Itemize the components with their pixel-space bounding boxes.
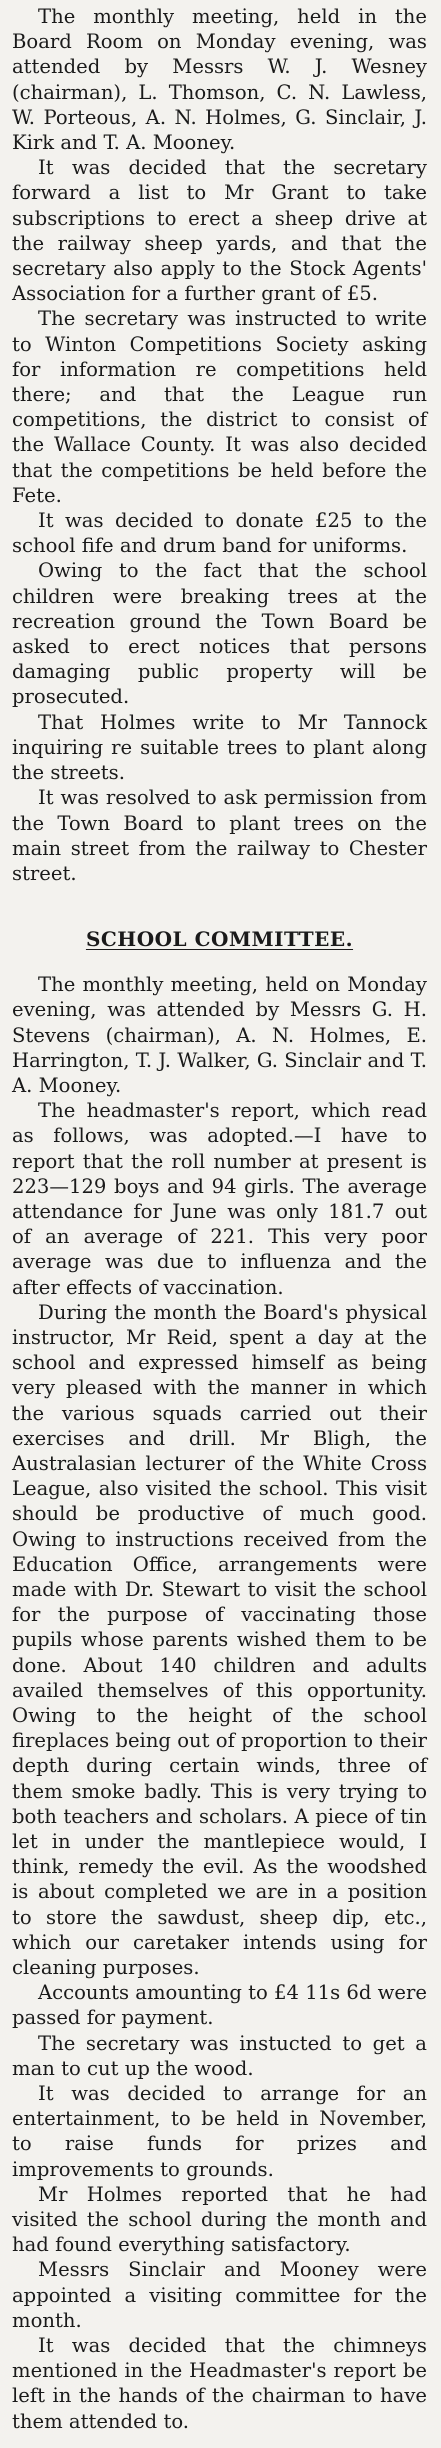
column-continuation-mark	[12, 2440, 427, 2448]
town-league-meeting-report	[12, 4, 427, 886]
article-paragraph: The secretary was instructed to write to Winton Competitions Society asking for information re competitions held there; and that the League run competitions, the district to consist of the Wallace County. It was also decided that the competitions be held before the Fete.	[12, 307, 427, 507]
section-heading-text: SCHOOL COMMITTEE.	[85, 927, 354, 952]
article-paragraph: That Holmes write to Mr Tannock inquiring re suitable trees to plant along the streets.	[12, 710, 427, 785]
article-paragraph: The monthly meeting, held on Monday evening, was attended by Messrs G. H. Stevens (chairman), A. N. Holmes, E. Harrington, T. J. Walker, G. Sinclair and T. A. Mooney.	[12, 973, 427, 1097]
article-paragraph: It was decided to donate £25 to the school fife and drum band for uniforms.	[12, 509, 427, 558]
article-paragraph: It was decided to arrange for an entertainment, to be held in November, to raise funds for prizes and improvements to grounds.	[12, 2082, 427, 2181]
article-paragraph: During the month the Board's physical instructor, Mr Reid, spent a day at the school and expressed himself as being very pleased with the manner in which the various squads carried out their exercises and drill. Mr Bligh, the Australasian lecturer of the White Cross League, also visited the school. This visit should be productive of much good. Owing to instructions received from the Education Office, arrangements were made with Dr. Stewart to visit the school for the purpose of vaccinating those pupils whose parents wished them to be done. About 140 children and adults availed themselves of this opportunity. Owing to the height of the school fireplaces being out of proportion to their depth during certain winds, three of them smoke badly. This is very trying to both teachers and scholars. A piece of tin let in under the mantlepiece would, I think, remedy the evil. As the woodshed is about completed we are in a position to store the sawdust, sheep dip, etc., which our caretaker intends using for cleaning purposes.	[12, 1300, 427, 1980]
article-paragraph: The monthly meeting, held in the Board Room on Monday evening, was attended by Messrs W. J. Wesney (chairman), L. Thomson, C. N. Lawless, W. Porteous, A. N. Holmes, G. Sinclair, J. Kirk and T. A. Mooney.	[12, 5, 427, 155]
school-committee-report	[12, 972, 427, 2434]
article-paragraph: Mr Holmes reported that he had visited the school during the month and had found everything satisfactory.	[12, 2182, 427, 2257]
article-paragraph: The secretary was instucted to get a man to cut up the wood.	[12, 2031, 427, 2080]
article-paragraph: Accounts amounting to £4 11s 6d were passed for payment.	[12, 1981, 427, 2030]
article-paragraph: It was decided that the secretary forward a list to Mr Grant to take subscriptions to erect a sheep drive at the railway sheep yards, and that the secretary also apply to the Stock Agents' Association for a further grant of £5.	[12, 156, 427, 306]
article-paragraph: Owing to the fact that the school children were breaking trees at the recreation ground the Town Board be asked to erect notices that persons damaging public property will be prosecuted.	[12, 559, 427, 709]
article-paragraph: It was resolved to ask permission from the Town Board to plant trees on the main street from the railway to Chester street.	[12, 786, 427, 885]
article-paragraph: The headmaster's report, which read as follows, was adopted.—I have to report that the roll number at present is 223—129 boys and 94 girls. The average attendance for June was only 181.7 out of an average of 221. This very poor average was due to influenza and the after effects of vaccination.	[12, 1099, 427, 1299]
article-paragraph: Messrs Sinclair and Mooney were appointed a visiting committee for the month.	[12, 2258, 427, 2332]
section-heading	[12, 926, 427, 952]
article-paragraph: It was decided that the chimneys mentioned in the Headmaster's report be left in the hands of the chairman to have them attended to.	[12, 2334, 427, 2433]
